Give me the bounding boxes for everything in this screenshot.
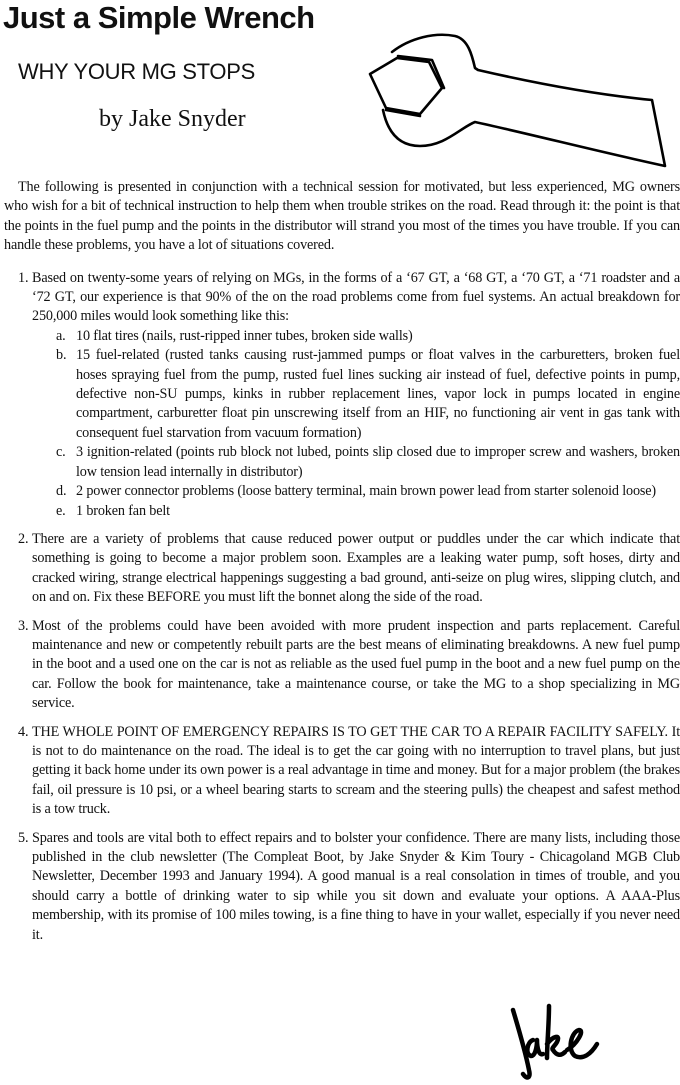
list-number: 1. <box>18 269 29 286</box>
list-number: 3. <box>18 617 29 634</box>
list-text: THE WHOLE POINT OF EMERGENCY REPAIRS IS TO GET THE CAR TO A REPAIR FACILITY SAFELY. It is not to do maintenance on the road. The ideal is to get the car going with no interruption to travel plans, but just getting it back home under its own power is a real advantage in time and money. But for a major problem (the brakes fail, oil pressure is 10 psi, or a wheel bearing starts to scream and the steering pulls) the cheapest and safest method is a tow truck. <box>32 723 680 818</box>
sub-text: 3 ignition-related (points rub block not lubed, points slip closed due to improper screw and washers, broken low tension lead internally in distributor) <box>76 444 680 480</box>
sub-letter: c. <box>56 444 66 461</box>
sub-text: 1 broken fan belt <box>76 502 170 519</box>
article-subtitle: WHY YOUR MG STOPS <box>18 59 255 84</box>
article-body <box>4 178 680 954</box>
sub-text: 2 power connector problems (loose battery terminal, main brown power lead from starter solenoid loose) <box>76 483 657 500</box>
sub-letter: d. <box>56 483 67 500</box>
intro-paragraph: The following is presented in conjunction with a technical session for motivated, but less experienced, MG owners who wish for a bit of technical instruction to help them when trouble strikes on the road. Read through it: the point is that the points in the fuel pump and the points in the distributor will strand you most of the times you have trouble. If you can handle these problems, you have a lot of situations covered. <box>4 179 680 254</box>
sub-text: 10 flat tires (nails, rust-ripped inner tubes, broken side walls) <box>76 327 413 344</box>
list-text: There are a variety of problems that cause reduced power output or puddles under the car which indicate that something is going to become a major problem soon. Examples are a leaking water pump, soft hoses, dirty and cracked wiring, strange electrical happenings suggesting a bad ground, anti-seize on plug wires, slipping clutch, and on and on. Fix these BEFORE you must lift the bonnet along the side of the road. <box>32 530 680 606</box>
list-text: Most of the problems could have been avoided with more prudent inspection and parts replacement. Careful maintenance and new or competently rebuilt parts are the best means of eliminating breakdowns. A new fuel pump in the boot and a used one on the car is not as reliable as the used fuel pump in the boot and a new fuel pump on the car. Follow the book for maintenance, take a maintenance course, or take the MG to a shop specializing in MG service. <box>32 617 680 712</box>
sub-item-e <box>32 502 680 521</box>
hex-nut <box>370 58 442 114</box>
list-number: 4. <box>18 723 29 740</box>
sub-item-a <box>32 327 680 346</box>
list-text: Spares and tools are vital both to effect repairs and to bolster your confidence. There are many lists, including those published in the club newsletter (The Compleat Boot, by Jake Snyder & Kim Toury - Chicagoland MGB Club Newsletter, December 1993 and January 1994). A good manual is a real consolation in times of trouble, and you should carry a bottle of drinking water to sip while you sit down and evaluate your options. A AAA-Plus membership, with its promise of 100 miles towing, is a fine thing to have in your wallet, especially if you never need it. <box>32 829 680 943</box>
signature-icon <box>505 1000 615 1080</box>
numbered-list <box>4 269 680 945</box>
list-text: Based on twenty-some years of relying on MGs, in the forms of a ‘67 GT, a ‘68 GT, a ‘70 GT, a ‘71 roadster and a ‘72 GT, our experience is that 90% of the on the road problems come from fuel systems. An actual breakdown for 250,000 miles would look something like this: <box>32 269 680 325</box>
sub-text: 15 fuel-related (rusted tanks causing rust-jammed pumps or float valves in the carburetters, broken fuel hoses spraying fuel from the pump, rusted fuel lines sucking air instead of fuel, defective points in pump, defective non-SU pumps, kinks in rubber replacement lines, vapor lock in pumps located in engine compartment, carburetter float pin unscrewing itself from an HIF, no functioning air vent in gas tank with consequent fuel starvation from vacuum formation) <box>76 347 680 441</box>
sub-letter: b. <box>56 347 67 364</box>
list-item-5 <box>4 829 680 945</box>
sub-item-c <box>32 443 680 482</box>
sub-item-d <box>32 482 680 501</box>
article-title: Just a Simple Wrench <box>3 0 315 35</box>
wrench-outline <box>383 35 665 166</box>
sub-letter: a. <box>56 327 66 344</box>
list-number: 2. <box>18 530 29 547</box>
sub-letter: e. <box>56 502 66 519</box>
wrench-icon <box>350 30 680 180</box>
sub-list <box>32 327 680 521</box>
list-number: 5. <box>18 829 29 846</box>
list-item-2 <box>4 530 680 608</box>
list-item-3 <box>4 617 680 714</box>
list-item-1 <box>4 269 680 521</box>
sub-item-b <box>32 346 680 443</box>
list-item-4 <box>4 723 680 820</box>
byline: by Jake Snyder <box>99 106 246 132</box>
